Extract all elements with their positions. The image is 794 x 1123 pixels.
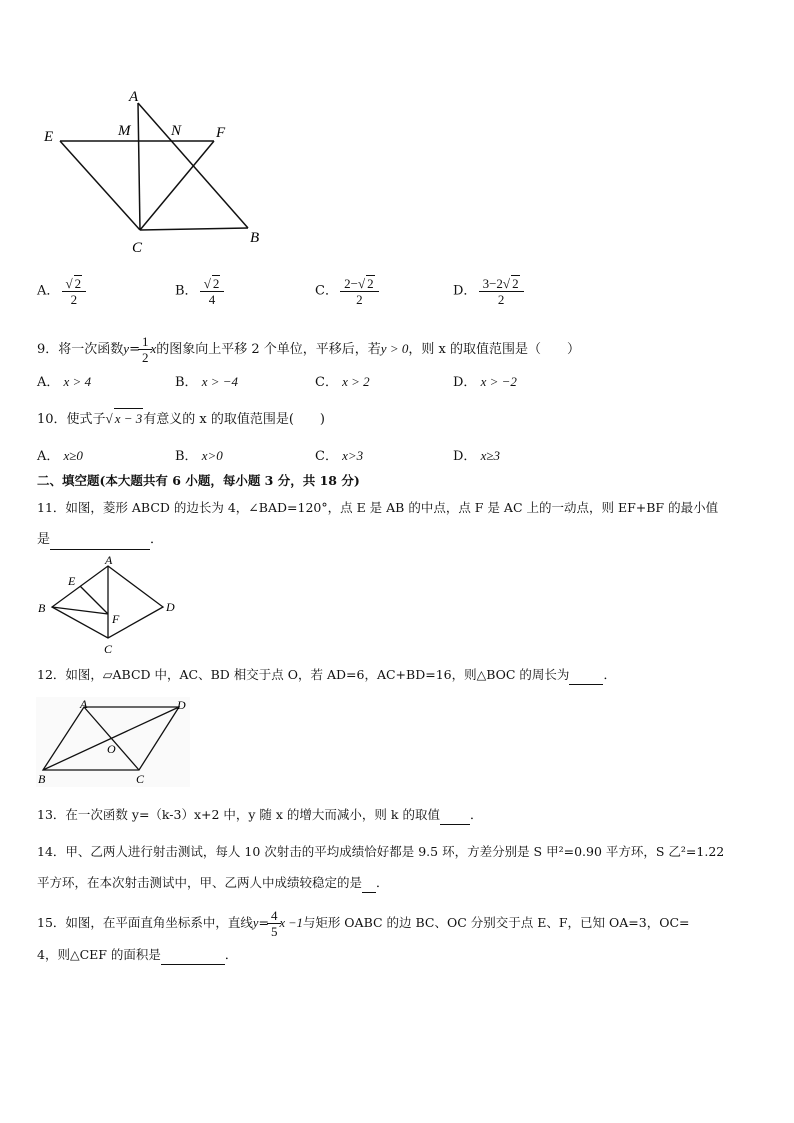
q9-option-d[interactable]: D． x > −2 (453, 374, 517, 390)
option-label: A． (37, 283, 60, 299)
answer-blank[interactable] (569, 670, 603, 685)
q10-radical: √ x − 3 (106, 411, 144, 426)
q9-option-a[interactable]: A． x > 4 (37, 374, 92, 390)
answer-blank[interactable] (161, 950, 225, 965)
option-value: $\frac{3-2√ 2}{2}$ (481, 275, 522, 307)
label-b: B (38, 601, 46, 615)
q10-stem: 10．使式子√ x − 3有意义的 x 的取值范围是( ) (37, 408, 325, 430)
label-c: C (136, 772, 145, 786)
option-label: B． (175, 283, 198, 299)
line-fc (140, 141, 214, 230)
label-b: B (250, 230, 260, 246)
q8-figure (40, 82, 280, 262)
label-e: E (44, 129, 54, 145)
q11-figure (32, 552, 192, 656)
q9-fraction: $\frac{1}{2}$ (140, 334, 151, 365)
line-ec (60, 141, 140, 230)
q10-option-d[interactable]: D． x≥3 (453, 448, 500, 464)
line-ab (138, 103, 248, 228)
q8-option-c[interactable] (315, 275, 377, 307)
option-value: $\frac{√ 2}{2}$ (64, 275, 85, 307)
q15-answer-line: 4，则△CEF 的面积是 ． (37, 945, 237, 965)
q14-stem: 14．甲、乙两人进行射击测试，每人 10 次射击的平均成绩恰好都是 9.5 环，方差分别是 S 甲²=0.90 平方环，S 乙²=1.22 (37, 844, 725, 859)
segment-bf (52, 607, 108, 614)
q8-option-d[interactable] (453, 275, 522, 307)
section-heading: 二、填空题(本大题共有 6 小题，每小题 3 分，共 18 分) (37, 473, 360, 488)
label-f: F (112, 612, 120, 626)
line-ac (138, 103, 140, 230)
label-c: C (132, 240, 143, 256)
q9-stem: 9．将一次函数y= $\frac{1}{2}$ x的图象向上平移 2 个单位，平移后，若y > 0，则 x 的取值范围是（ ） (37, 334, 580, 365)
q9-option-b[interactable]: B． x > −4 (175, 374, 239, 390)
q13-stem: 13．在一次函数 y=（k-3）x+2 中，y 随 x 的增大而减小，则 k 的取值 ． (37, 805, 482, 825)
option-value: $\frac{2-√ 2}{2}$ (342, 275, 376, 307)
label-c: C (104, 642, 113, 656)
q8-option-a[interactable] (37, 275, 84, 307)
q14-answer-line: 平方环，在本次射击测试中，甲、乙两人中成绩较稳定的是 ． (37, 873, 389, 893)
label-f: F (216, 125, 226, 141)
q10-option-a[interactable]: A． x≥0 (37, 448, 83, 464)
label-a: A (80, 697, 88, 711)
q12-stem: 12．如图，▱ABCD 中，AC、BD 相交于点 O，若 AD=6，AC+BD=16，则△BOC 的周长为 ． (37, 665, 616, 685)
q9-option-c[interactable]: C． x > 2 (315, 374, 370, 390)
label-d: D (166, 600, 175, 614)
label-e: E (68, 574, 76, 588)
label-a: A (105, 553, 113, 567)
label-b: B (38, 772, 46, 786)
label-o: O (107, 742, 116, 756)
q8-option-b[interactable] (175, 275, 222, 307)
q10-option-c[interactable]: C． x>3 (315, 448, 364, 464)
option-value: $\frac{√ 2}{4}$ (202, 275, 223, 307)
label-d: D (177, 698, 186, 712)
answer-blank[interactable] (362, 878, 376, 893)
q15-stem: 15．如图，在平面直角坐标系中，直线y= $\frac{4}{5}$ x −1与矩形 OABC 的边 BC、OC 分别交于点 E、F，已知 OA=3，OC= (37, 908, 690, 939)
option-label: D． (453, 283, 477, 299)
q12-figure (36, 697, 190, 787)
q10-option-b[interactable]: B． x>0 (175, 448, 223, 464)
q11-stem: 11．如图，菱形 ABCD 的边长为 4，∠BAD=120°，点 E 是 AB 的中点，点 F 是 AC 上的一动点，则 EF+BF 的最小值 (37, 500, 719, 515)
q11-answer-line: 是 ． (37, 530, 163, 550)
q15-fraction: $\frac{4}{5}$ (269, 908, 280, 939)
segment-ef (80, 586, 108, 614)
label-a: A (129, 89, 139, 105)
label-m: M (118, 123, 131, 139)
answer-blank[interactable] (50, 535, 150, 550)
option-label: C． (315, 283, 338, 299)
answer-blank[interactable] (440, 810, 470, 825)
line-cb (140, 228, 248, 230)
label-n: N (171, 123, 182, 139)
